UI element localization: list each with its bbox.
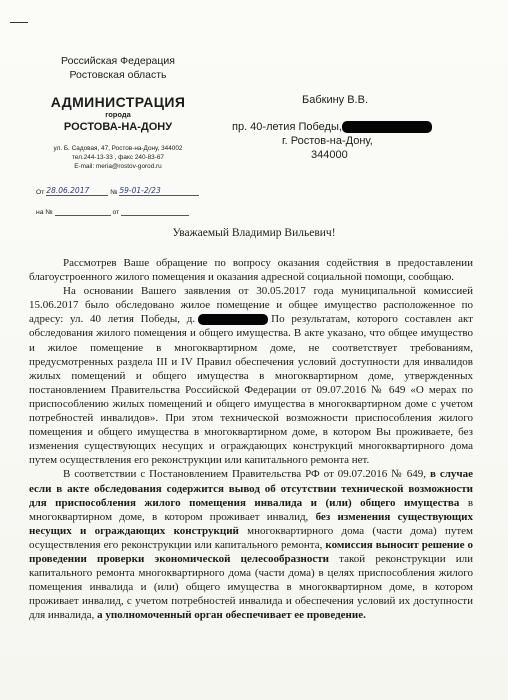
letter-body: [29, 256, 473, 622]
ref-from-label: от: [112, 209, 120, 216]
reg-number-field: [119, 186, 199, 196]
recipient-name: Бабкину В.В.: [302, 94, 369, 106]
reg-from-label: От: [36, 189, 45, 196]
reg-date-handwritten: 28.06.2017: [46, 186, 90, 195]
p3-bold-2: без изменения существующих несущих и ограждающих конструкций: [29, 510, 473, 537]
reg-date-field: [46, 186, 108, 196]
paragraph-3: [29, 467, 473, 622]
paragraph-1: Рассмотрев Ваше обращение по вопросу оказания содействия в предоставлении благоустроенного жилого помещения и оказания адресной социальной помощи, сообщаю.: [29, 257, 473, 284]
sender-address: ул. Б. Садовая, 47, Ростов-на-Дону, 344002: [53, 145, 183, 152]
redaction-mark: [342, 121, 432, 133]
ref-number-label: на №: [36, 209, 53, 216]
reg-number-label: №: [110, 189, 118, 196]
sender-region: Ростовская область: [69, 69, 167, 81]
p3-text-2: многоквартирного дома (части дома) путем осуществления его реконструкции или капитального ремонта,: [29, 524, 474, 551]
reference-line: [36, 209, 189, 216]
p3-text-3: такой реконструкции или капитального ремонта многоквартирного дома (части дома) в целях приспособления жилого помещения инвалида и (или) общего имущества в многоквартирном доме, в котором проживает инвалид, с учетом потребностей инвалида и обеспечения условий их доступности для инвалида,: [29, 552, 474, 622]
p3-text-1: в многоквартирном доме, в котором проживает инвалид,: [29, 496, 474, 523]
sender-org-title: АДМИНИСТРАЦИЯ: [50, 94, 186, 110]
ref-number-blank: [55, 215, 111, 216]
p3-bold-3: комиссия выносит решение о проведении проверки экономической целесообразности: [29, 538, 474, 565]
recipient-zip: 344000: [311, 149, 348, 161]
paragraph-2-part-a: На основании Вашего заявления от 30.05.2017 года муниципальной комиссией 15.06.2017 было обследовано жилое помещение и общее имущество расположенное по адресу: ул. 40 летия Победы, д.: [29, 285, 473, 326]
ref-date-blank: [121, 215, 189, 216]
sender-city-word: города: [105, 110, 131, 119]
paragraph-2-part-b: По результатам, которого составлен акт обследования жилого помещения и общего имущества. В акте указано, что общее имущество и жилое помещение в многоквартирном доме, не соответствует требованиям, предусмотренных раздела III и IV Правил обеспечения условий доступности для инвалидов жилых помещений и общего имущества в многоквартирном доме, утвержденных постановлением Правительства Российской Федерации от 09.07.2016 № 649 «О мерах по приспособлению жилых помещений и общего имущества в многоквартирном доме с учетом потребностей инвалидов». При этом технической возможности приспособления жилого помещения и общего имущества в многоквартирном доме, в котором Вы проживаете, без изменения существующих несущих и ограждающих конструкций многоквартирного дома путем осуществления его реконструкции или капитального ремонта нет.: [29, 313, 473, 467]
recipient-city: г. Ростов-на-Дону,: [282, 135, 373, 147]
address-redaction: [198, 314, 268, 325]
sender-email: E-mail: meria@rostov-gorod.ru: [74, 163, 162, 170]
corner-mark: [10, 22, 28, 23]
sender-country: Российская Федерация: [61, 55, 175, 67]
registration-line: [36, 186, 199, 196]
recipient-street-line: [232, 120, 432, 134]
sender-phone: тел.244-13-33 , факс 240-83-67: [72, 154, 164, 161]
sender-city: РОСТОВА-НА-ДОНУ: [63, 121, 173, 133]
greeting: Уважаемый Владимир Вильевич!: [172, 227, 336, 239]
reg-number-handwritten: 59-01-2/23: [119, 186, 161, 195]
p3-bold-1: в случае если в акте обследования содержится вывод об отсутствии технической возможности для приспособления жилого помещения инвалида и (или) общего имущества: [29, 468, 473, 509]
sender-header: [28, 54, 208, 171]
paragraph-2: [29, 284, 473, 467]
recipient-street: пр. 40-летия Победы,: [232, 121, 342, 133]
p3-bold-4: а уполномоченный орган обеспечивает ее проведение.: [97, 609, 366, 622]
p3-intro: В соответствии с Постановлением Правительства РФ от 09.07.2016 № 649,: [63, 468, 427, 481]
